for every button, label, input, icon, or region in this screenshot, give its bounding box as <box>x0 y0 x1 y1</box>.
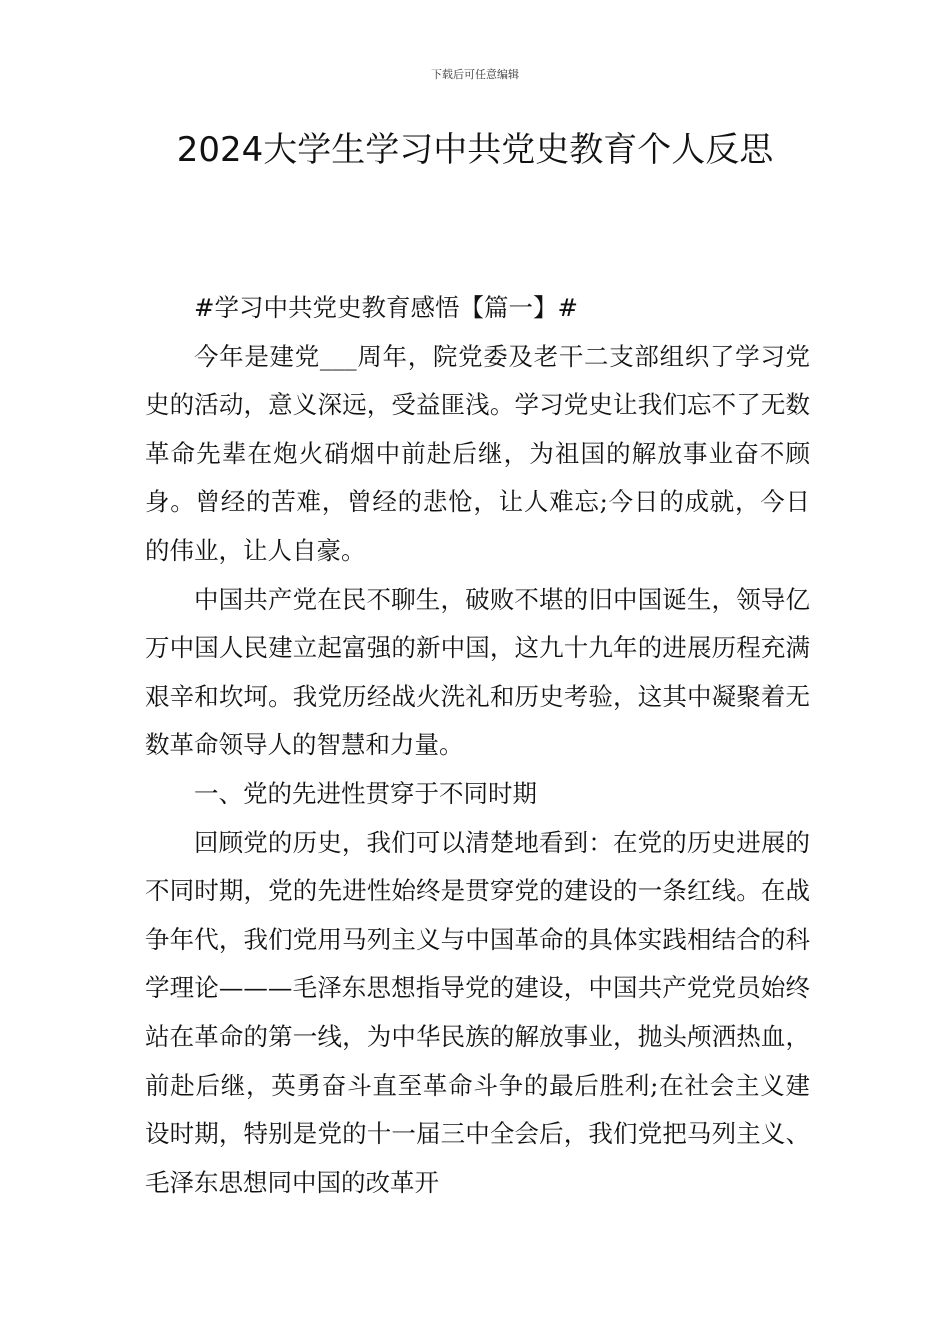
header-note: 下载后可任意编辑 <box>431 68 519 81</box>
subheading: 一、党的先进性贯穿于不同时期 <box>194 778 537 808</box>
section-heading: #学习中共党史教育感悟【篇一】# <box>194 293 579 322</box>
document-title: 2024大学生学习中共党史教育个人反思 <box>176 130 774 170</box>
paragraph: 今年是建党___周年，院党委及老干二支部组织了学习党史的活动，意义深远，受益匪浅。学习党史让我们忘不了无数革命先辈在炮火硝烟中前赴后继，为祖国的解放事业奋不顾身。曾经的苦难，曾经的悲怆，让人难忘;今日的成就，今日的伟业，让人自豪。 <box>145 341 810 565</box>
paragraph: 中国共产党在民不聊生，破败不堪的旧中国诞生，领导亿万中国人民建立起富强的新中国，这九十九年的进展历程充满艰辛和坎坷。我党历经战火洗礼和历史考验，这其中凝聚着无数革命领导人的智慧和力量。 <box>145 584 810 760</box>
document-body <box>145 284 810 1207</box>
paragraph: 回顾党的历史，我们可以清楚地看到：在党的历史进展的不同时期，党的先进性始终是贯穿党的建设的一条红线。在战争年代，我们党用马列主义与中国革命的具体实践相结合的科学理论———毛泽东思想指导党的建设，中国共产党党员始终站在革命的第一线，为中华民族的解放事业，抛头颅洒热血，前赴后继，英勇奋斗直至革命斗争的最后胜利;在社会主义建设时期，特别是党的十一届三中全会后，我们党把马列主义、毛泽东思想同中国的改革开 <box>145 827 810 1197</box>
